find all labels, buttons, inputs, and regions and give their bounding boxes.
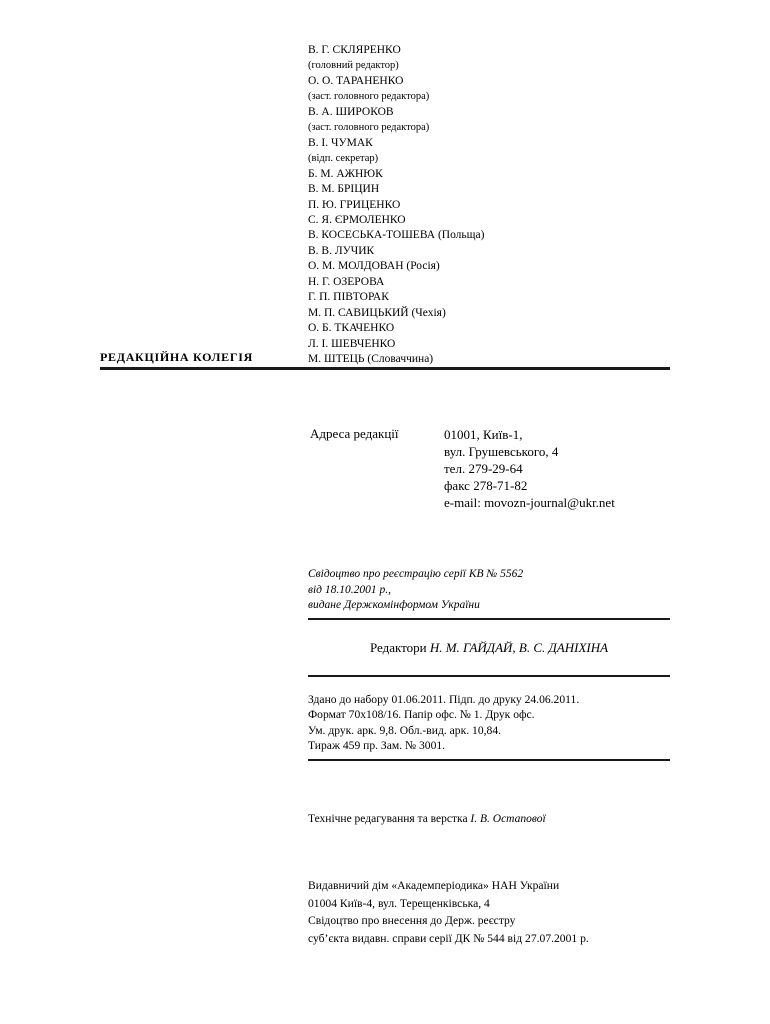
- certificate-line: Свідоцтво про реєстрацію серії КВ № 5562: [308, 568, 524, 580]
- publisher-line: Видавничий дім «Академперіодика» НАН України: [308, 879, 560, 892]
- divider: [308, 759, 670, 761]
- board-member: Н. Г. ОЗЕРОВА: [308, 275, 385, 288]
- editorial-board-heading: РЕДАКЦІЙНА КОЛЕГІЯ: [100, 350, 253, 364]
- board-member: Л. І. ШЕВЧЕНКО: [308, 337, 396, 350]
- board-member-role: (відп. секретар): [308, 153, 379, 165]
- address-line: 01001, Київ-1,: [444, 427, 523, 442]
- board-member: О. Б. ТКАЧЕНКО: [308, 322, 395, 335]
- editors-names: Н. М. ГАЙДАЙ, В. С. ДАНІХІНА: [429, 640, 609, 655]
- certificate-line: видане Держкомінформом України: [308, 599, 480, 611]
- editors-label: Редактори: [369, 640, 427, 655]
- board-member: Г. П. ПІВТОРАК: [308, 291, 389, 304]
- board-member: В. І. ЧУМАК: [308, 136, 373, 149]
- board-member-role: (заст. головного редактора): [308, 91, 430, 103]
- board-member-role: (головний редактор): [308, 60, 399, 72]
- print-info-line: Тираж 459 пр. Зам. № 3001.: [308, 738, 446, 752]
- print-info-line: Формат 70х108/16. Папір офс. № 1. Друк офс.: [308, 708, 535, 722]
- board-member: М. ШТЕЦЬ (Словаччина): [308, 353, 434, 366]
- heading-divider: [100, 367, 670, 370]
- print-info-line: Здано до набору 01.06.2011. Підп. до друку 24.06.2011.: [308, 693, 580, 706]
- registration-certificate: [308, 567, 523, 614]
- editorial-board-list: [308, 43, 670, 368]
- board-member: С. Я. ЄРМОЛЕНКО: [308, 213, 406, 226]
- address-fax: факс 278-71-82: [444, 478, 528, 493]
- board-member: П. Ю. ГРИЦЕНКО: [308, 198, 401, 211]
- address-label: Адреса редакції: [310, 426, 399, 441]
- print-info-line: Ум. друк. арк. 9,8. Обл.-вид. арк. 10,84.: [308, 723, 502, 737]
- print-info: [308, 692, 579, 753]
- address-phone: тел. 279-29-64: [444, 461, 523, 476]
- board-member: О. М. МОЛДОВАН (Росія): [308, 260, 440, 273]
- board-member: М. П. САВИЦЬКИЙ (Чехія): [308, 306, 446, 319]
- board-member: В. КОСЕСЬКА-ТОШЕВА (Польща): [308, 229, 485, 242]
- board-member: В. М. БРІЦИН: [308, 183, 380, 196]
- board-member: Б. М. АЖНЮК: [308, 167, 383, 180]
- address-block: [444, 426, 615, 511]
- publisher-info: [308, 877, 589, 947]
- certificate-line: від 18.10.2001 р.,: [308, 583, 392, 596]
- board-member: В. В. ЛУЧИК: [308, 244, 375, 257]
- editors-line: [308, 640, 670, 656]
- divider: [308, 675, 670, 677]
- board-member: В. А. ШИРОКОВ: [308, 105, 394, 118]
- board-member: О. О. ТАРАНЕНКО: [308, 74, 404, 87]
- board-member-role: (заст. головного редактора): [308, 122, 430, 134]
- technical-editing: [308, 813, 546, 825]
- divider: [308, 618, 670, 620]
- address-email: e-mail: movozn-journal@ukr.net: [444, 495, 615, 510]
- tech-edit-label: Технічне редагування та верстка: [308, 813, 468, 825]
- board-member: В. Г. СКЛЯРЕНКО: [308, 44, 401, 56]
- publisher-line: Свідоцтво про внесення до Держ. реєстру: [308, 914, 516, 927]
- tech-edit-name: І. В. Остапової: [470, 813, 546, 825]
- publisher-line: суб’єкта видавн. справи серії ДК № 544 від 27.07.2001 р.: [308, 931, 589, 945]
- publisher-line: 01004 Київ-4, вул. Терещенківська, 4: [308, 896, 490, 910]
- address-street: вул. Грушевського, 4: [444, 444, 559, 459]
